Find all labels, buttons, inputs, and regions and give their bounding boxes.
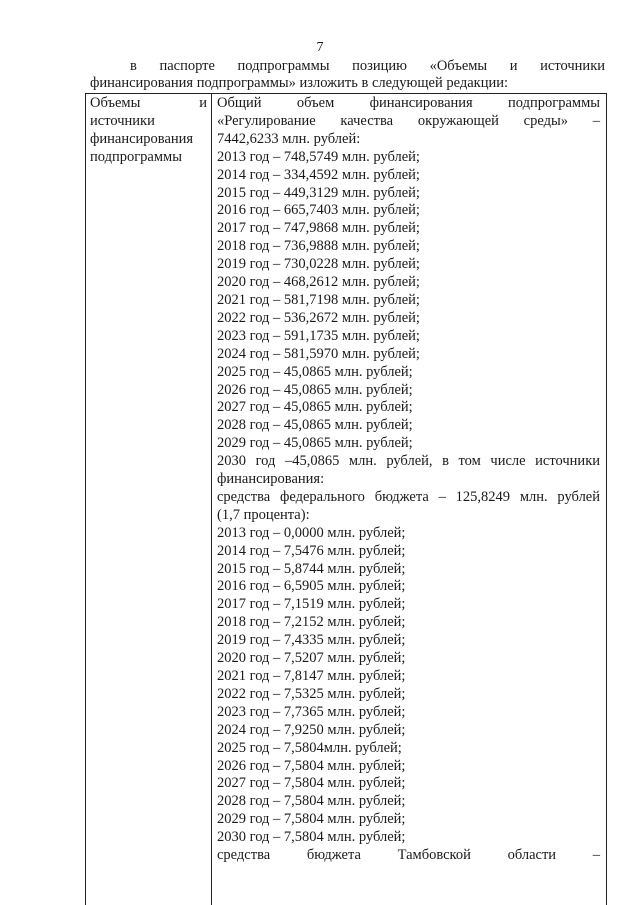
year-line: 2026 год – 45,0865 млн. рублей; [217, 381, 413, 398]
intro-line-1: в паспорте подпрограммы позицию «Объемы и источники [130, 58, 605, 74]
label-line: Объемы и [90, 95, 207, 111]
year-line: 2026 год – 7,5804 млн. рублей; [217, 757, 406, 774]
year-line: 2018 год – 736,9888 млн. рублей; [217, 238, 420, 255]
year-line: 2025 год – 7,5804млн. рублей; [217, 739, 402, 756]
year-line: 2015 год – 5,8744 млн. рублей; [217, 560, 406, 577]
year-line: 2028 год – 45,0865 млн. рублей; [217, 417, 413, 434]
year-line: 2019 год – 7,4335 млн. рублей; [217, 632, 406, 649]
intro-paragraph [90, 58, 605, 92]
page-number: 7 [316, 40, 324, 55]
year-line: 2016 год – 665,7403 млн. рублей; [217, 202, 420, 219]
year-line: 2030 год – 7,5804 млн. рублей; [217, 829, 406, 846]
year-line: 2025 год – 45,0865 млн. рублей; [217, 363, 413, 380]
total-line: «Регулирование качества окружающей среды» – [217, 112, 600, 129]
year-line: 2027 год – 7,5804 млн. рублей; [217, 775, 406, 792]
year-line: 2013 год – 748,5749 млн. рублей; [217, 148, 420, 165]
year-line: 2014 год – 7,5476 млн. рублей; [217, 542, 406, 559]
label-line: подпрограммы [90, 148, 182, 165]
year-line: 2018 год – 7,2152 млн. рублей; [217, 614, 406, 631]
year-line: 2014 год – 334,4592 млн. рублей; [217, 166, 420, 183]
table-label-cell [86, 94, 212, 905]
table-value-cell [212, 94, 606, 905]
year-line: 2024 год – 7,9250 млн. рублей; [217, 721, 406, 738]
year-line: 2017 год – 747,9868 млн. рублей; [217, 220, 420, 237]
year-line: 2020 год – 468,2612 млн. рублей; [217, 274, 420, 291]
year-line: 2029 год – 7,5804 млн. рублей; [217, 811, 406, 828]
year-line: 2017 год – 7,1519 млн. рублей; [217, 596, 406, 613]
year-line: 2023 год – 7,7365 млн. рублей; [217, 703, 406, 720]
year-line: 2027 год – 45,0865 млн. рублей; [217, 399, 413, 416]
federal-line: средства федерального бюджета – 125,8249 млн. рублей [217, 488, 600, 505]
year-line: 2029 год – 45,0865 млн. рублей; [217, 435, 413, 452]
total-line: 7442,6233 млн. рублей: [217, 130, 361, 147]
total-line: Общий объем финансирования подпрограммы [217, 95, 600, 111]
year-2030-block [217, 453, 600, 489]
year-line: 2028 год – 7,5804 млн. рублей; [217, 793, 406, 810]
year-line: 2022 год – 536,2672 млн. рублей; [217, 309, 420, 326]
total-years-list [217, 149, 600, 453]
year-line: 2016 год – 6,5905 млн. рублей; [217, 578, 406, 595]
total-financing-block [217, 95, 600, 149]
year-line: 2015 год – 449,3129 млн. рублей; [217, 184, 420, 201]
year-line: 2020 год – 7,5207 млн. рублей; [217, 650, 406, 667]
year-line: 2023 год – 591,1735 млн. рублей; [217, 327, 420, 344]
year-line: 2022 год – 7,5325 млн. рублей; [217, 685, 406, 702]
year-line: 2019 год – 730,0228 млн. рублей; [217, 256, 420, 273]
federal-line: (1,7 процента): [217, 506, 310, 523]
label-line: финансирования [90, 130, 194, 147]
federal-budget-block [217, 489, 600, 525]
year-2030-line: 2030 год –45,0865 млн. рублей, в том числе источники [217, 453, 600, 470]
year-line: 2021 год – 581,7198 млн. рублей; [217, 291, 420, 308]
label-line: источники [90, 112, 155, 129]
intro-line-2: финансирования подпрограммы» изложить в следующей редакции: [90, 75, 509, 91]
year-line: 2013 год – 0,0000 млн. рублей; [217, 524, 406, 541]
financing-table [85, 93, 607, 905]
regional-budget-line: средства бюджета Тамбовской области – [217, 847, 600, 864]
year-2030-line: финансирования: [217, 471, 325, 488]
year-line: 2021 год – 7,8147 млн. рублей; [217, 668, 406, 684]
federal-years-list [217, 525, 600, 847]
year-line: 2024 год – 581,5970 млн. рублей; [217, 345, 420, 362]
